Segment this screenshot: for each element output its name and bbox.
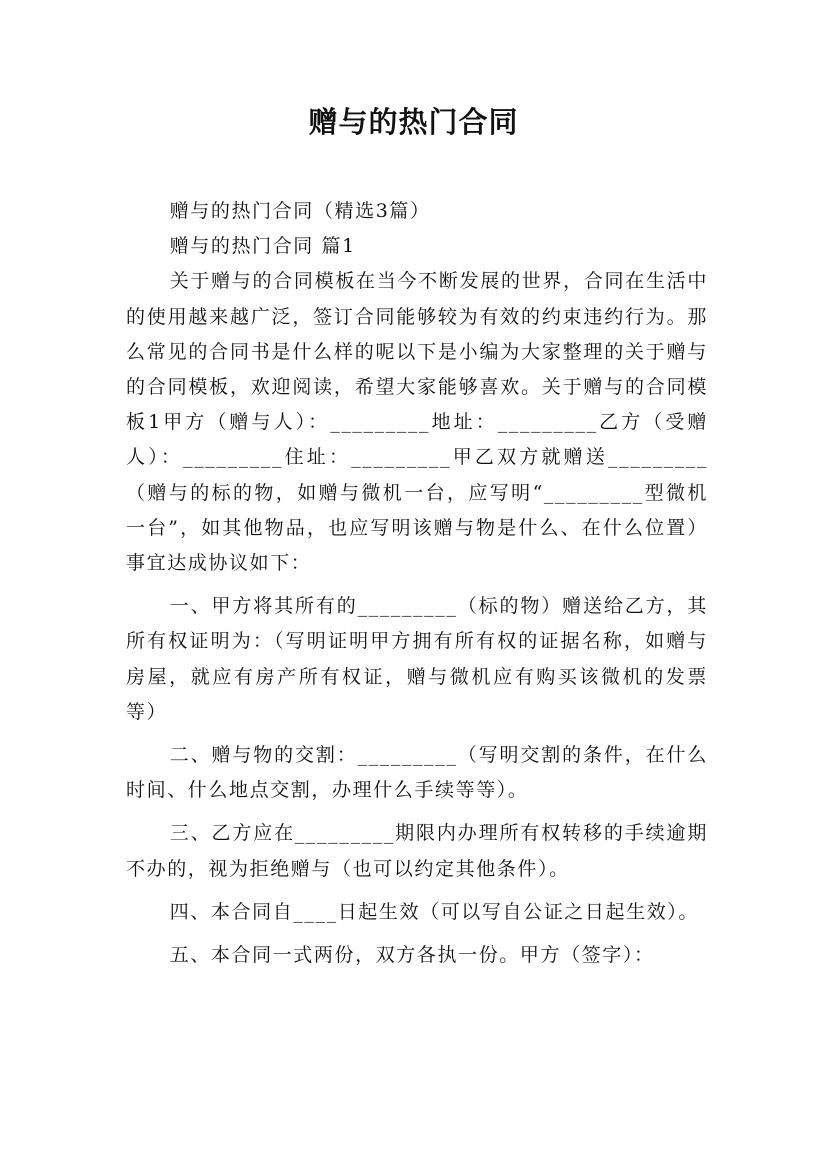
paragraph-clause-5: 五、本合同一式两份，双方各执一份。甲方（签字）： — [169, 944, 655, 967]
paragraph-subtitle: 赠与的热门合同（精选3篇） — [169, 200, 431, 222]
paragraph-section-heading: 赠与的热门合同 篇1 — [169, 235, 356, 258]
paragraph-intro: 关于赠与的合同模板在当今不断发展的世界，合同在生活中的使用越来越广泛，签订合同能够较为有效的约束违约行为。那么常见的合同书是什么样的呢以下是小编为大家整理的关于赠与的合同模板，欢迎阅读，希望大家能够喜欢。关于赠与的合同模板1甲方（赠与人）：_________地址：_________乙方（受赠人）：_________住址：_________甲乙双方就赠送_________（赠与的标的物，如赠与微机一台，应写明“_________型微机一台”，如其他物品，也应写明该赠与物是什么、在什么位置）事宜达成协议如下： — [126, 270, 708, 575]
page-title: 赠与的热门合同 — [308, 105, 519, 139]
paragraph-clause-3: 三、乙方应在_________期限内办理所有权转移的手续逾期不办的，视为拒绝赠与（也可以约定其他条件）。 — [126, 822, 708, 880]
paragraph-clause-4: 四、本合同自____日起生效（可以写自公证之日起生效）。 — [169, 900, 699, 923]
document-body — [126, 194, 708, 973]
paragraph-clause-2: 二、赠与物的交割：_________（写明交割的条件，在什么时间、什么地点交割，办理什么手续等等）。 — [126, 744, 708, 802]
paragraph-clause-1: 一、甲方将其所有的_________（标的物）赠送给乙方，其所有权证明为：（写明证明甲方拥有所有权的证据名称，如赠与房屋，就应有房产所有权证，赠与微机应有购买该微机的发票等） — [126, 595, 708, 723]
